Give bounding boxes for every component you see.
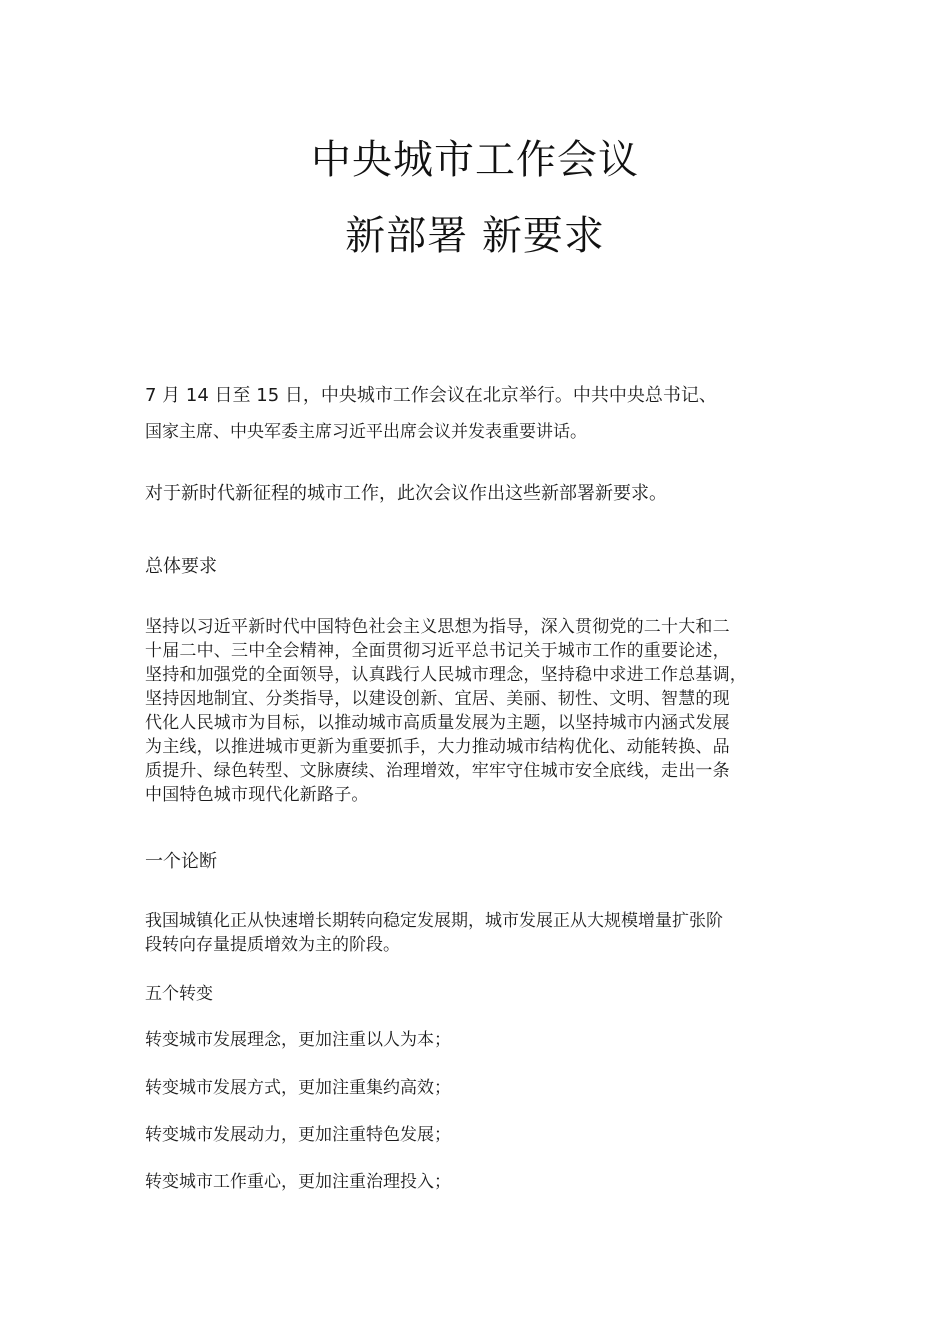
list-item: 转变城市发展动力，更加注重特色发展； [145,1125,451,1145]
one-judgment-paragraph [145,909,810,957]
list-item: 转变城市工作重心，更加注重治理投入； [145,1172,451,1192]
paragraph-line: 中国特色城市现代化新路子。 [145,785,369,805]
page-title-line1: 中央城市工作会议 [311,137,639,183]
section-heading-one-judgment: 一个论断 [145,851,217,872]
intro-line2: 国家主席、中央军委主席习近平出席会议并发表重要讲话。 [145,422,587,442]
page-title-line2: 新部署 新要求 [345,213,605,259]
intro-line1: 7 月 14 日至 15 日，中央城市工作会议在北京举行。中共中央总书记、 [145,385,717,406]
paragraph-line: 坚持因地制宜、分类指导，以建设创新、宜居、美丽、韧性、文明、智慧的现 [145,689,730,709]
section-heading-overall-requirements: 总体要求 [145,556,217,577]
paragraph-line: 为主线，以推进城市更新为重要抓手，大力推动城市结构优化、动能转换、品 [145,737,730,757]
paragraph-line: 十届二中、三中全会精神，全面贯彻习近平总书记关于城市工作的重要论述， [145,641,730,661]
paragraph-line: 我国城镇化正从快速增长期转向稳定发展期，城市发展正从大规模增量扩张阶 [145,911,723,931]
paragraph-line: 坚持以习近平新时代中国特色社会主义思想为指导，深入贯彻党的二十大和二 [145,617,730,637]
paragraph-line: 段转向存量提质增效为主的阶段。 [145,935,400,955]
paragraph-line: 代化人民城市为目标，以推动城市高质量发展为主题，以坚持城市内涵式发展 [145,713,730,733]
paragraph-line: 质提升、绿色转型、文脉赓续、治理增效，牢牢守住城市安全底线，走出一条 [145,761,730,781]
section-heading-five-changes: 五个转变 [145,984,213,1004]
overall-requirements-paragraph [145,615,810,807]
list-item: 转变城市发展方式，更加注重集约高效； [145,1078,451,1098]
list-item: 转变城市发展理念，更加注重以人为本； [145,1030,451,1050]
paragraph-line: 坚持和加强党的全面领导，认真践行人民城市理念，坚持稳中求进工作总基调， [145,665,747,685]
lead-paragraph: 对于新时代新征程的城市工作，此次会议作出这些新部署新要求。 [145,483,667,504]
